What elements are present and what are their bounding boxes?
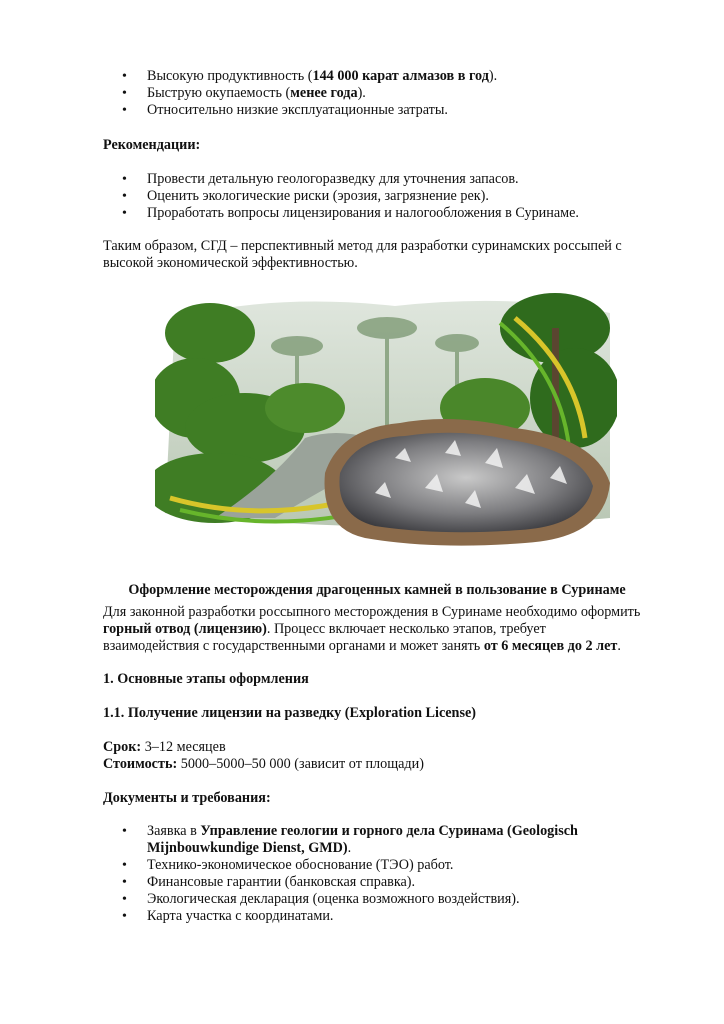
list-item: • Технико-экономическое обоснование (ТЭО) работ.	[103, 857, 623, 874]
recommendations-list	[103, 171, 623, 222]
docs-heading: Документы и требования:	[103, 790, 271, 806]
term-line: Срок: 3–12 месяцев	[103, 739, 226, 755]
documents-list	[103, 823, 623, 925]
list-item: • Экологическая декларация (оценка возможного воздействия).	[103, 891, 623, 908]
cost-line: Стоимость: 5000–5000–50 000 (зависит от площади)	[103, 756, 424, 772]
heading-main-stages: 1. Основные этапы оформления	[103, 671, 309, 687]
jungle-geode-illustration	[155, 288, 617, 550]
conclusion-paragraph: Таким образом, СГД – перспективный метод для разработки суринамских россыпей с высокой экономической эффективностью.	[103, 238, 622, 271]
list-item: • Провести детальную геологоразведку для уточнения запасов.	[103, 171, 623, 188]
intro-paragraph: Для законной разработки россыпного месторождения в Суринаме необходимо оформить горный отвод (лицензию). Процесс включает несколько этапов, требует взаимодействия с государственными органами и может занять от 6 месяцев до 2 лет.	[103, 604, 641, 654]
list-item: • Оценить экологические риски (эрозия, загрязнение рек).	[103, 188, 623, 205]
heading-exploration-license: 1.1. Получение лицензии на разведку (Exploration License)	[103, 705, 476, 721]
list-item: • Относительно низкие эксплуатационные затраты.	[103, 102, 623, 119]
list-item: • Проработать вопросы лицензирования и налогообложения в Суринаме.	[103, 205, 623, 222]
list-item: • Высокую продуктивность (144 000 карат алмазов в год).	[103, 68, 623, 85]
section-title: Оформление месторождения драгоценных камней в пользование в Суринаме	[128, 582, 626, 599]
benefits-list	[103, 68, 623, 119]
list-item: • Заявка в Управление геологии и горного дела Суринама (Geologisch Mijnbouwkundige Dienst, GMD).	[103, 823, 623, 857]
list-item: • Финансовые гарантии (банковская справка).	[103, 874, 623, 891]
list-item: • Карта участка с координатами.	[103, 908, 623, 925]
recommendations-heading: Рекомендации:	[103, 137, 201, 153]
list-item: • Быструю окупаемость (менее года).	[103, 85, 623, 102]
